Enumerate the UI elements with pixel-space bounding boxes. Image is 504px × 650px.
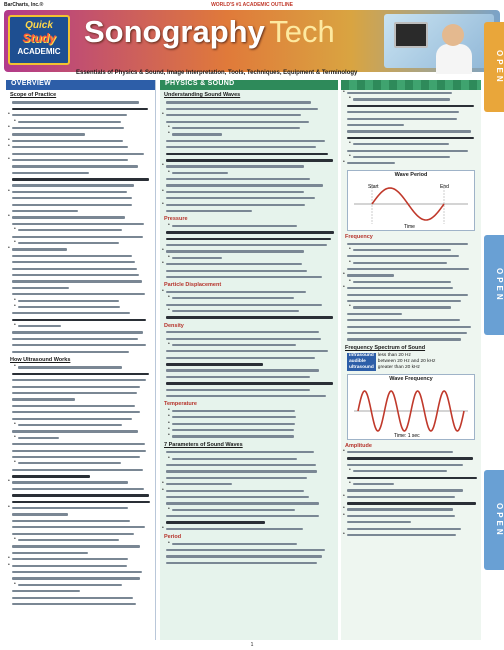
spectrum-value: greater than 20 kHz — [377, 365, 420, 371]
text-line — [347, 336, 477, 342]
spectrum-value: between 20 Hz and 20 kHz — [377, 359, 436, 365]
quickstudy-logo — [8, 15, 70, 65]
open-tab-top[interactable]: OPEN — [484, 22, 504, 112]
temperature-text-block — [160, 408, 338, 440]
period-cont-text-block — [341, 90, 481, 167]
period-text-block — [160, 541, 338, 567]
overview-heading: OVERVIEW — [6, 80, 155, 90]
text-line — [166, 560, 334, 566]
frequency-spectrum-table — [347, 353, 437, 371]
frequency-text-block — [341, 241, 481, 343]
frequency-spectrum-heading: Frequency Spectrum of Sound — [345, 344, 426, 351]
top-strip — [0, 0, 504, 10]
wave-frequency-diagram — [347, 374, 475, 439]
temperature-heading: Temperature — [164, 401, 197, 408]
page-number: 1 — [250, 642, 254, 648]
right-column — [341, 80, 481, 640]
sonographer-photo — [384, 14, 494, 68]
logo-line-academic: ACADEMIC — [17, 47, 61, 56]
person-body-shape — [436, 44, 472, 74]
period-heading: Period — [164, 534, 182, 541]
wave-frequency-svg — [348, 383, 474, 439]
wave-period-svg — [348, 178, 474, 230]
text-line — [166, 274, 334, 280]
pressure-text-block — [160, 223, 338, 281]
wave-period-end-label: End — [440, 184, 449, 191]
text-line — [12, 601, 151, 607]
spectrum-label: ultrasound — [349, 365, 374, 371]
text-line — [172, 433, 334, 439]
displacement-text-block — [160, 289, 338, 321]
text-line — [12, 349, 151, 355]
guide-header — [4, 10, 500, 76]
title-main: Sonography — [84, 14, 265, 49]
physics-column — [160, 80, 338, 640]
waves-text-block — [160, 99, 338, 214]
publisher-name: BarCharts, Inc.® — [4, 2, 44, 8]
spectrum-row — [347, 365, 437, 371]
monitor-icon — [394, 22, 428, 48]
person-head-shape — [442, 24, 464, 46]
parameters-text-block — [160, 449, 338, 532]
pressure-heading: Pressure — [164, 216, 188, 223]
seven-parameters-heading: 7 Parameters of Sound Waves — [164, 441, 243, 448]
scope-of-practice-heading: Scope of Practice — [10, 92, 57, 98]
amplitude-text-block — [341, 449, 481, 538]
wave-period-title: Wave Period — [394, 171, 428, 178]
how-ultrasound-works-heading: How Ultrasound Works — [10, 357, 71, 364]
text-line — [166, 393, 334, 399]
how-works-text-block — [6, 364, 155, 607]
logo-line-study: Study — [22, 31, 56, 45]
text-line — [166, 526, 334, 532]
open-tab-middle[interactable]: OPEN — [484, 235, 504, 335]
text-line — [166, 314, 334, 320]
wave-period-start-label: Start — [368, 184, 379, 191]
physics-heading: PHYSICS & SOUND — [160, 80, 338, 90]
wave-period-diagram — [347, 170, 475, 231]
open-tab-bottom[interactable]: OPEN — [484, 470, 504, 570]
text-line — [347, 160, 477, 166]
particle-displacement-heading: Particle Displacement — [164, 282, 222, 289]
overview-column — [6, 80, 156, 640]
text-line — [347, 532, 477, 538]
text-line — [166, 208, 334, 214]
spectrum-label: audible — [347, 359, 376, 365]
world-tagline: WORLD'S #1 ACADEMIC OUTLINE — [211, 2, 293, 8]
page-title — [84, 14, 384, 50]
page-subtitle: Essentials of Physics & Sound, Image Interpretation, Tools, Techniques, Equipment & Terminology — [76, 70, 358, 76]
wave-frequency-axis-label: Time: 1 sec — [394, 432, 420, 439]
logo-line-quick: Quick — [25, 20, 53, 31]
right-column-top-band — [341, 80, 481, 90]
wave-frequency-title: Wave Frequency — [389, 376, 433, 383]
scope-text-block — [6, 99, 155, 355]
density-text-block — [160, 329, 338, 399]
frequency-heading: Frequency — [345, 234, 373, 241]
density-heading: Density — [164, 322, 184, 329]
wave-period-axis-label: Time — [404, 224, 415, 231]
understanding-waves-heading: Understanding Sound Waves — [164, 92, 241, 98]
amplitude-heading: Amplitude — [345, 442, 372, 449]
spectrum-label: infrasound — [349, 353, 374, 359]
title-sub: Tech — [269, 14, 335, 49]
spectrum-value: less than 20 Hz — [377, 353, 411, 359]
